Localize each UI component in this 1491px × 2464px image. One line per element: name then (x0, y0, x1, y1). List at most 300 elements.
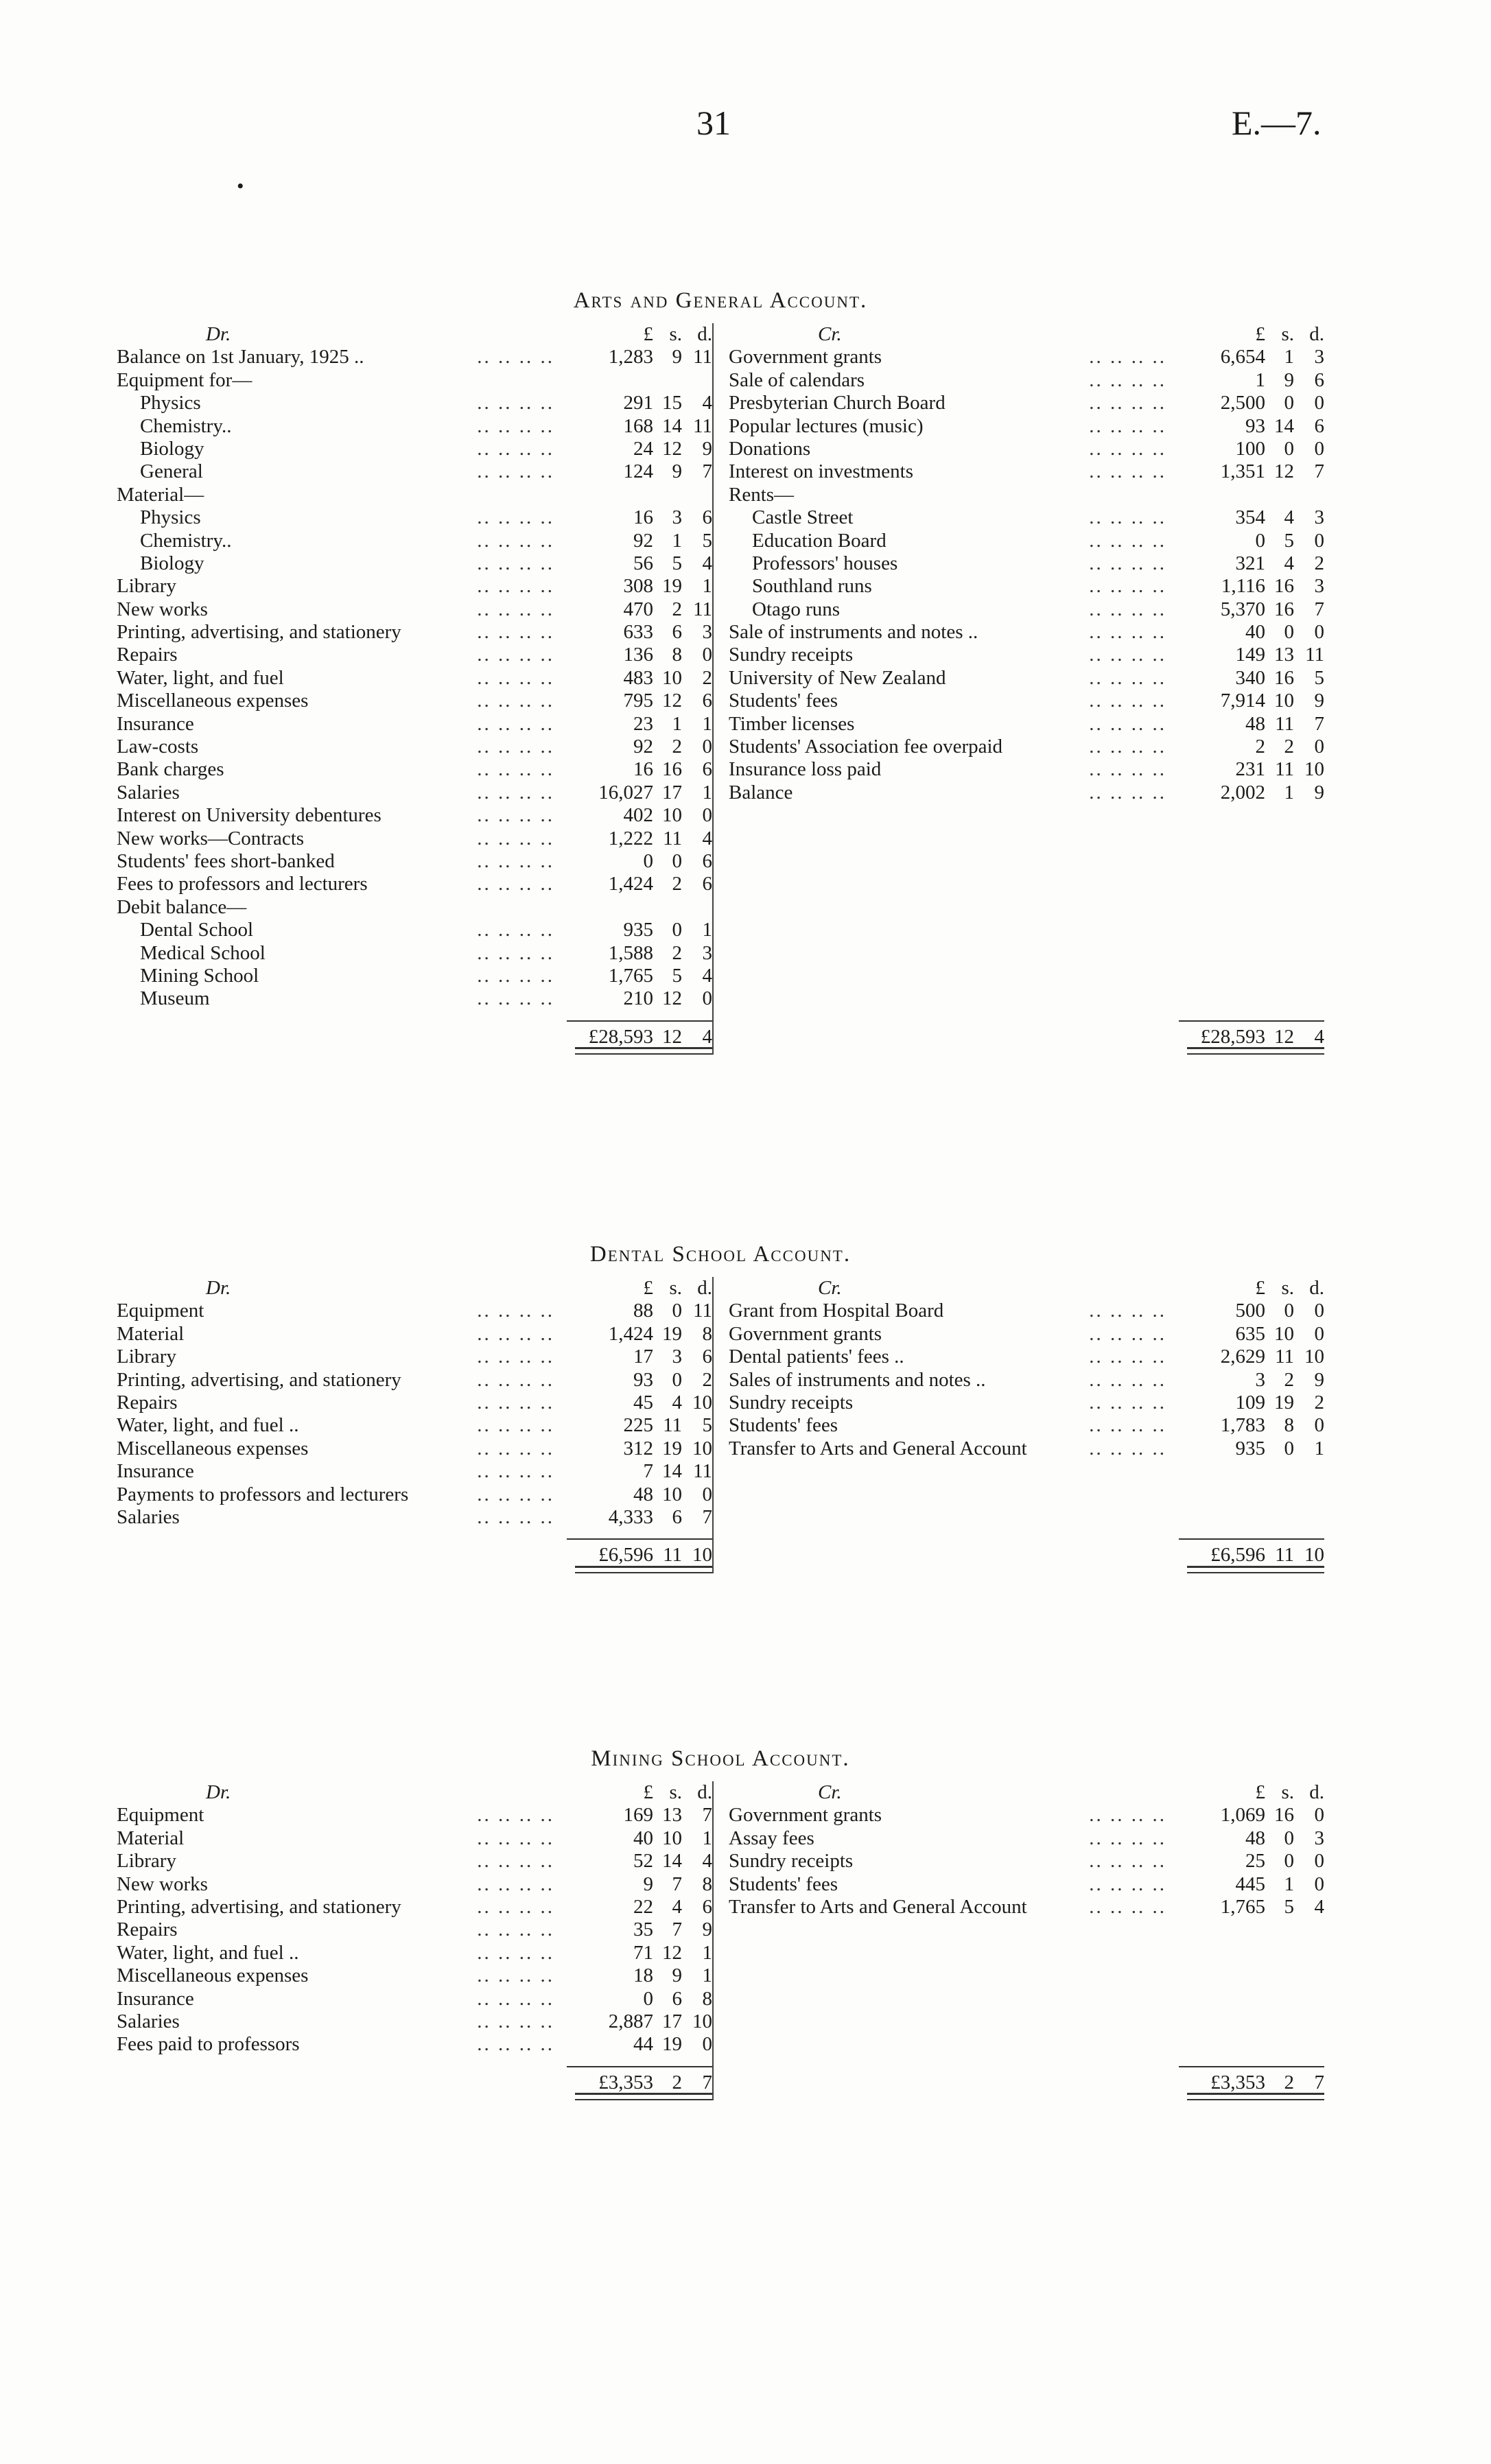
amount-pence: 0 (1314, 1322, 1324, 1345)
amount-pounds: 1,765 (608, 964, 653, 987)
shillings-header: s. (669, 1277, 682, 1299)
amount-shillings: 11 (663, 1414, 682, 1437)
amount-pence: 0 (702, 736, 712, 758)
ledger-label-text: Sundry receipts (729, 1850, 854, 1873)
amount (567, 460, 712, 483)
amount-shillings: 0 (672, 849, 682, 872)
amount-shillings: 16 (1274, 666, 1294, 689)
leader-dots: .. .. .. .. (477, 736, 554, 758)
ledger-label (117, 1988, 567, 2010)
leader-dots: .. .. .. .. (1089, 1391, 1166, 1413)
amount (567, 392, 712, 414)
amount-pence: 6 (702, 1346, 712, 1368)
leader-dots: .. .. .. .. (1089, 506, 1166, 529)
amount-pence: 3 (1314, 506, 1324, 529)
amount (1179, 621, 1324, 644)
ledger-label-text: Sale of instruments and notes .. (729, 621, 978, 644)
amount-shillings: 13 (662, 1804, 682, 1827)
amount (567, 1988, 712, 2010)
ledger-label (117, 1483, 567, 1506)
amount-pence: 6 (1314, 414, 1324, 437)
ledger-label (729, 598, 1179, 621)
leader-dots: .. .. .. .. (477, 1873, 554, 1895)
dr-header-label: Dr. (206, 1277, 231, 1299)
amount-pence: 10 (1304, 1346, 1324, 1368)
amount-pounds: 92 (633, 529, 653, 552)
amount (567, 346, 712, 368)
amount (567, 1506, 712, 1529)
ledger-label (729, 713, 1179, 736)
ledger-label (729, 438, 1179, 460)
pence-header: d. (1309, 1277, 1324, 1299)
ledger-label-text: New works—Contracts (117, 827, 305, 849)
ledger-label (729, 644, 1179, 666)
ledger-row (117, 621, 712, 644)
dr-header-label: Dr. (206, 323, 231, 345)
amount-pence: 0 (702, 2033, 712, 2056)
ledger-label (729, 369, 1179, 392)
ledger-row (729, 1804, 1324, 1827)
leader-dots: .. .. .. .. (1089, 736, 1166, 758)
amount-pence: 0 (1314, 1414, 1324, 1437)
amount-shillings: 15 (662, 392, 682, 414)
amount-shillings: 0 (1284, 1437, 1294, 1459)
leader-dots: .. .. .. .. (1089, 1827, 1166, 1849)
dr-side (117, 323, 714, 1055)
blank-row (729, 850, 1324, 873)
amount-pounds: 935 (1235, 1437, 1265, 1459)
ledger-label (117, 1323, 567, 1346)
ledger-label-text: Printing, advertising, and stationery (117, 1895, 401, 1918)
amount-pounds: 0 (643, 849, 653, 872)
rule-line (575, 1047, 712, 1055)
amount-pence: 1 (702, 781, 712, 803)
leader-dots: .. .. .. .. (477, 1322, 554, 1345)
mining-school-account (117, 1746, 1324, 2100)
amount-pounds: 470 (623, 598, 653, 620)
amount-pence: 6 (702, 690, 712, 712)
amount-shillings: 4 (672, 1895, 682, 1918)
ledger-label-text: Interest on University debentures (117, 804, 381, 827)
amount (1179, 690, 1324, 712)
ledger-label-text: Grant from Hospital Board (729, 1300, 944, 1322)
amount-shillings: 11 (1275, 1544, 1294, 1567)
leader-dots: .. .. .. .. (477, 666, 554, 689)
leader-dots: .. .. .. .. (1089, 1368, 1166, 1391)
amount-pounds: 44 (633, 2033, 653, 2056)
ledger-row (729, 621, 1324, 644)
leader-dots: .. .. .. .. (1089, 1414, 1166, 1437)
amount-shillings: 2 (1284, 2071, 1294, 2093)
amount-pence: 2 (702, 1368, 712, 1391)
amount (1179, 484, 1324, 506)
amount-pence: 8 (702, 1987, 712, 2010)
amount-pounds: 48 (1245, 712, 1265, 735)
ledger-row (729, 438, 1324, 460)
dr-header-row (117, 323, 712, 346)
page-reference: E.—7. (1232, 104, 1322, 142)
ledger-label (117, 1369, 567, 1392)
ledger-label-text: Fees paid to professors (117, 2033, 300, 2056)
ledger-label-text: Insurance (117, 1987, 194, 2010)
ledger-label-text: Equipment (117, 1300, 204, 1322)
ledger-row (117, 987, 712, 1010)
amount-pounds: 1,116 (1221, 575, 1265, 598)
ledger-label (117, 782, 567, 804)
amount (567, 690, 712, 712)
amount-shillings: 10 (662, 1827, 682, 1849)
amount-pounds: 23 (633, 712, 653, 735)
leader-dots: .. .. .. .. (477, 2033, 554, 2056)
ledger-label-text: Dental School (140, 919, 254, 941)
amount-pounds: 1,069 (1220, 1804, 1265, 1827)
ledger-label-text: Students' fees short-banked (117, 849, 335, 872)
amount-shillings: 2 (672, 736, 682, 758)
ledger-label (117, 1827, 567, 1850)
leader-dots: .. .. .. .. (477, 529, 554, 552)
amount (567, 415, 712, 438)
amount (1179, 758, 1324, 781)
ledger-label (729, 1804, 1179, 1827)
leader-dots: .. .. .. .. (1089, 460, 1166, 483)
ledger-label (729, 392, 1179, 414)
amount-shillings: 17 (662, 781, 682, 803)
ledger-label-text: Material (117, 1322, 185, 1345)
amount-pounds: 88 (633, 1300, 653, 1322)
ledger-label (729, 1300, 1179, 1322)
ledger-row (117, 438, 712, 460)
amount (567, 1392, 712, 1414)
leader-dots: .. .. .. .. (1089, 644, 1166, 666)
amount (567, 1020, 712, 1048)
currency-header (1179, 1277, 1324, 1300)
amount-shillings: 9 (672, 1964, 682, 1987)
currency-header (567, 1277, 712, 1300)
amount-pence: 11 (693, 598, 712, 620)
amount (1179, 1438, 1324, 1460)
amount-shillings: 7 (672, 1873, 682, 1895)
amount-shillings: 10 (1274, 690, 1294, 712)
ledger-label (729, 782, 1179, 804)
amount (1179, 346, 1324, 368)
ledger-row (117, 1942, 712, 1964)
amount (567, 369, 712, 392)
leader-dots: .. .. .. .. (1089, 621, 1166, 644)
blank-row (729, 828, 1324, 850)
amount-pence: 1 (702, 1964, 712, 1987)
shillings-header: s. (1281, 323, 1294, 345)
amount (567, 1919, 712, 1941)
amount-pence: 6 (702, 849, 712, 872)
amount (567, 758, 712, 781)
amount-shillings: 14 (662, 1850, 682, 1873)
amount-pence: 8 (702, 1322, 712, 1345)
amount-pounds: 24 (633, 437, 653, 460)
ledger-row (117, 415, 712, 438)
blank-row (729, 2033, 1324, 2056)
ledger-label-text: Professors' houses (752, 552, 898, 574)
amount-pounds: 1,283 (608, 346, 653, 368)
amount-pence: 0 (1314, 1804, 1324, 1827)
amount-pence: 10 (692, 1437, 712, 1459)
leader-dots: .. .. .. .. (477, 1941, 554, 1964)
amount-pounds: £28,593 (1200, 1025, 1265, 1048)
ledger-row (117, 965, 712, 987)
ledger-row (117, 392, 712, 414)
amount (567, 1323, 712, 1346)
amount-pounds: 1,588 (608, 941, 653, 964)
ledger-label-text: Printing, advertising, and stationery (117, 1368, 401, 1391)
amount-pence: 1 (702, 919, 712, 941)
total-label (729, 2066, 1179, 2089)
ledger-label-text: Government grants (729, 1322, 882, 1345)
amount-shillings: 16 (662, 758, 682, 781)
ledger-row (117, 828, 712, 850)
ledger-row (117, 1392, 712, 1414)
amount-shillings: 6 (672, 1987, 682, 2010)
ledger-label (729, 1873, 1179, 1896)
ledger-label (117, 1392, 567, 1414)
amount-pence: 0 (1314, 621, 1324, 644)
amount-shillings: 14 (662, 414, 682, 437)
amount-shillings: 2 (1284, 736, 1294, 758)
pence-header: d. (697, 1277, 712, 1299)
leader-dots: .. .. .. .. (1089, 346, 1166, 368)
amount (1179, 1369, 1324, 1392)
pence-header: d. (1309, 1781, 1324, 1803)
ledger-label-text: Transfer to Arts and General Account (729, 1895, 1027, 1918)
amount-pence: 8 (702, 1873, 712, 1895)
ledger-row (117, 369, 712, 392)
ledger-row (117, 506, 712, 529)
ledger-row (117, 1369, 712, 1392)
ledger-label-text: Government grants (729, 1804, 882, 1827)
ledger-label (117, 1438, 567, 1460)
amount-pence: 9 (1314, 1368, 1324, 1391)
ledger-row (729, 346, 1324, 368)
amount-pounds: 40 (633, 1827, 653, 1849)
ledger-row (117, 346, 712, 368)
amount-shillings: 2 (1284, 1368, 1294, 1391)
amount (567, 987, 712, 1010)
amount (1179, 415, 1324, 438)
amount-shillings: 5 (1284, 529, 1294, 552)
amount-shillings: 11 (1275, 712, 1294, 735)
ledger-label-text: Students' Association fee overpaid (729, 736, 1003, 758)
ledger-row (729, 506, 1324, 529)
amount-pence (682, 484, 712, 506)
amount-pence: 6 (702, 758, 712, 781)
amount-pence: 3 (702, 621, 712, 644)
amount-pounds: 48 (633, 1483, 653, 1505)
ledger-label-text: Equipment for— (117, 368, 253, 391)
page-number: 31 (696, 104, 731, 142)
amount (1179, 530, 1324, 552)
ledger-label-text: Government grants (729, 346, 882, 368)
ledger-row (117, 1323, 712, 1346)
ledger-label (729, 1369, 1179, 1392)
leader-dots: .. .. .. .. (477, 575, 554, 598)
leader-dots: .. .. .. .. (477, 1437, 554, 1459)
ledger-label-text: Physics (140, 506, 201, 529)
leader-dots: .. .. .. .. (477, 1300, 554, 1322)
amount-pence: 0 (1314, 736, 1324, 758)
ledger-label-text: Sundry receipts (729, 1391, 854, 1413)
amount (567, 850, 712, 873)
amount (1179, 575, 1324, 598)
stray-mark: • (237, 175, 244, 198)
blank-row (729, 873, 1324, 895)
currency-header (567, 323, 712, 346)
pence-header: d. (697, 323, 712, 345)
ledger-label-text: Education Board (752, 529, 887, 552)
ledger-row (117, 1964, 712, 1987)
amount-pounds: £6,596 (1210, 1544, 1265, 1567)
amount-pounds: 1,424 (608, 873, 653, 895)
ledger-label (117, 1964, 567, 1987)
amount (1179, 1346, 1324, 1368)
amount (1179, 667, 1324, 690)
shillings-header: s. (669, 1781, 682, 1803)
amount-pounds: 3 (1255, 1368, 1265, 1391)
amount (567, 1850, 712, 1873)
amount-shillings: 12 (662, 690, 682, 712)
amount-pounds: 168 (623, 414, 653, 437)
ledger-row (117, 782, 712, 804)
ledger-label-text: Bank charges (117, 758, 224, 781)
ledger-label-text: Material— (117, 483, 204, 506)
amount-pence: 3 (1314, 1827, 1324, 1849)
rule-line (575, 2093, 712, 2100)
leader-dots: .. .. .. .. (477, 690, 554, 712)
amount-pounds: 1,222 (608, 827, 653, 849)
ledger-label-text: Salaries (117, 1505, 180, 1528)
amount-pounds: 25 (1245, 1850, 1265, 1873)
ledger-label-text: General (140, 460, 203, 483)
amount-pence: 10 (1304, 758, 1324, 781)
amount-pence: 4 (702, 827, 712, 849)
ledger-label (117, 896, 567, 919)
ledger-row (117, 460, 712, 483)
ledger-label (729, 506, 1179, 529)
leader-dots: .. .. .. .. (477, 1827, 554, 1849)
currency-header (1179, 323, 1324, 346)
leader-dots: .. .. .. .. (477, 1346, 554, 1368)
amount-pence: 4 (702, 1850, 712, 1873)
ledger-label (117, 484, 567, 506)
ledger-label-text: Castle Street (752, 506, 854, 529)
amount-pounds: 1,783 (1220, 1414, 1265, 1437)
amount-pence: 0 (702, 987, 712, 1010)
account-title: Mining School Account. (591, 1746, 850, 1771)
amount-pence: 7 (702, 1505, 712, 1528)
amount-pence: 6 (702, 873, 712, 895)
account-columns (117, 1781, 1324, 2100)
amount (1179, 1850, 1324, 1873)
amount-pounds: 22 (633, 1895, 653, 1918)
amount-pence: 0 (1314, 529, 1324, 552)
pounds-header: £ (643, 1781, 653, 1803)
amount-pounds: 210 (623, 987, 653, 1010)
leader-dots: .. .. .. .. (1089, 368, 1166, 391)
amount-shillings: 2 (672, 2071, 682, 2093)
ledger-row (117, 1346, 712, 1368)
amount-pence: 7 (1314, 712, 1324, 735)
amount (567, 667, 712, 690)
leader-dots: .. .. .. .. (477, 919, 554, 941)
amount (1179, 1323, 1324, 1346)
leader-dots: .. .. .. .. (1089, 437, 1166, 460)
leader-dots: .. .. .. .. (1089, 758, 1166, 781)
ledger-label (117, 965, 567, 987)
ledger-row (729, 1414, 1324, 1437)
ledger-row (729, 530, 1324, 552)
ledger-label-text: Rents— (729, 483, 795, 506)
blank-row (729, 987, 1324, 1010)
ledger-label (117, 1414, 567, 1437)
amount (1179, 1300, 1324, 1322)
blank-row (729, 1506, 1324, 1529)
amount-shillings: 5 (672, 964, 682, 987)
amount (567, 782, 712, 804)
cr-side (714, 1277, 1324, 1573)
ledger-label (117, 346, 567, 368)
amount-shillings: 6 (672, 621, 682, 644)
amount-pence: 0 (1314, 1300, 1324, 1322)
amount-pounds: £6,596 (598, 1544, 653, 1567)
ledger-label (117, 552, 567, 575)
pence-header: d. (1309, 323, 1324, 345)
amount (567, 736, 712, 758)
ledger-label (117, 506, 567, 529)
blank-row (729, 965, 1324, 987)
total-label (729, 1538, 1179, 1561)
ledger-label (729, 1827, 1179, 1850)
ledger-row (117, 873, 712, 895)
amount-pence: 1 (1314, 1437, 1324, 1459)
amount-shillings (653, 896, 682, 919)
amount-pence: 0 (1314, 1850, 1324, 1873)
ledger-label (117, 713, 567, 736)
amount (1179, 1804, 1324, 1827)
amount-shillings: 12 (662, 437, 682, 460)
amount-shillings: 13 (1274, 644, 1294, 666)
ledger-label (729, 415, 1179, 438)
amount-pounds: 0 (643, 1987, 653, 2010)
amount (567, 2066, 712, 2093)
leader-dots: .. .. .. .. (477, 781, 554, 803)
amount (567, 644, 712, 666)
amount-pounds (570, 369, 653, 392)
amount-shillings: 1 (672, 712, 682, 735)
amount-shillings (653, 369, 682, 392)
amount-pence: 2 (1314, 1391, 1324, 1413)
leader-dots: .. .. .. .. (1089, 666, 1166, 689)
amount-shillings: 0 (672, 919, 682, 941)
amount-pence: 1 (702, 712, 712, 735)
ledger-row (117, 1873, 712, 1896)
ledger-label (117, 850, 567, 873)
amount-pence: 5 (702, 529, 712, 552)
blank-row (729, 1483, 1324, 1506)
amount-pence: 2 (702, 666, 712, 689)
amount (1179, 1873, 1324, 1896)
amount-pence: 0 (1314, 1873, 1324, 1895)
amount-shillings: 10 (662, 1483, 682, 1505)
amount-pounds: 635 (1235, 1322, 1265, 1345)
amount-pounds: 18 (633, 1964, 653, 1987)
amount-shillings: 9 (672, 346, 682, 368)
